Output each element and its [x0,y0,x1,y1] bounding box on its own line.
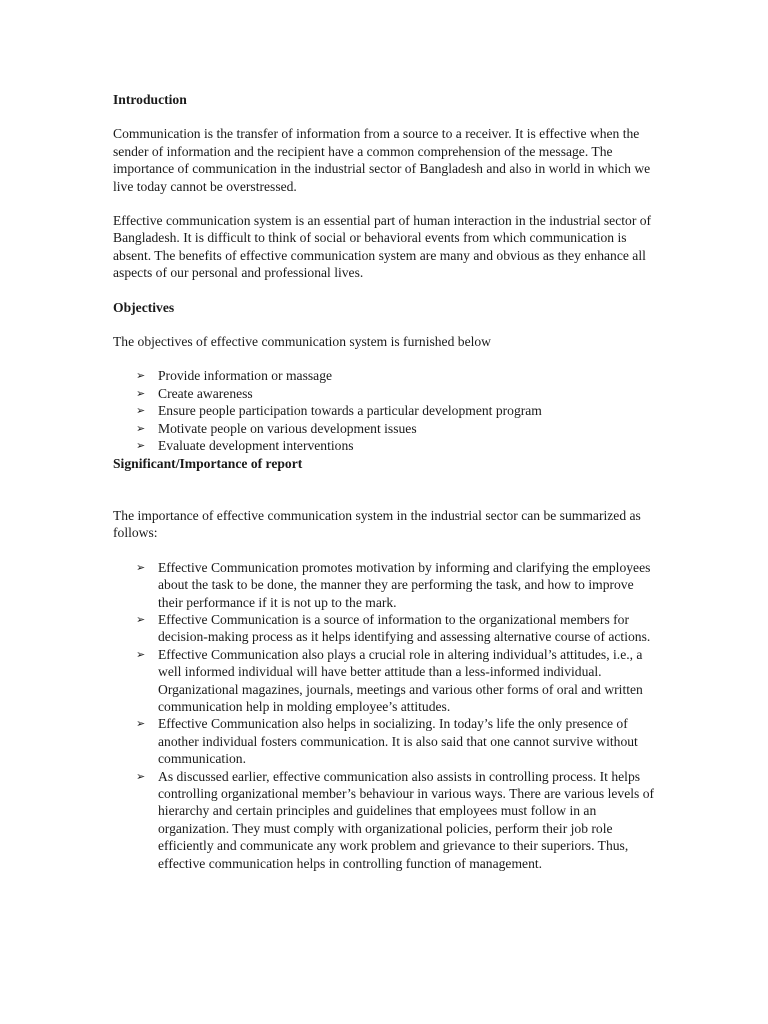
arrow-bullet-icon: ➢ [136,560,146,574]
arrow-bullet-icon: ➢ [136,647,146,661]
significance-text: Effective Communication is a source of information to the organizational members for decision-making process as it helps identifying and assessing alternative course of actions. [158,611,651,645]
list-item [113,420,658,437]
significance-heading: Significant/Importance of report [113,455,303,471]
arrow-bullet-icon: ➢ [136,769,146,783]
arrow-bullet-icon: ➢ [136,612,146,626]
significance-text: Effective Communication also helps in socializing. In today’s life the only presence of another individual fosters communication. It is also said that one cannot survive without communication. [158,716,638,767]
objectives-intro: The objectives of effective communication system is furnished below [113,334,492,350]
list-item [113,437,658,454]
list-item [113,768,658,872]
document-page [113,91,658,872]
arrow-bullet-icon: ➢ [136,404,146,418]
objective-text: Evaluate development interventions [158,438,354,454]
list-item [113,559,658,611]
significance-text: Effective Communication also plays a crucial role in altering individual’s attitudes, i.e., a well informed individual will have better attitude than a less-informed individual. Organizational magazines, journals, meetings and various other forms of oral and written communication help in molding employee’s attitudes. [158,646,643,714]
objective-text: Provide information or massage [158,368,333,384]
objective-text: Ensure people participation towards a particular development program [158,403,542,419]
list-item [113,715,658,767]
significance-intro: The importance of effective communication system in the industrial sector can be summarized as follows: [113,507,641,541]
list-item [113,646,658,716]
significance-text: Effective Communication promotes motivation by informing and clarifying the employees about the task to be done, the manner they are performing the task, and how to improve their performance if it is not up to the mark. [158,559,651,610]
list-item [113,385,658,402]
list-item [113,367,658,384]
objective-text: Create awareness [158,385,253,401]
arrow-bullet-icon: ➢ [136,386,146,400]
list-item [113,611,658,646]
arrow-bullet-icon: ➢ [136,421,146,435]
objective-text: Motivate people on various development issues [158,420,417,436]
introduction-heading: Introduction [113,92,187,107]
arrow-bullet-icon: ➢ [136,439,146,453]
significance-list [113,559,658,872]
objectives-list [113,367,658,454]
list-item [113,402,658,419]
objectives-heading: Objectives [113,299,175,315]
significance-text: As discussed earlier, effective communication also assists in controlling process. It helps controlling organizational member’s behaviour in various ways. There are various levels of hierarchy and certain principles and guidelines that employees must follow in an organization. They must comply with organizational policies, perform their job role efficiently and communicate any work problem and grievance to their superiors. Thus, effective communication helps in controlling function of management. [158,768,655,871]
arrow-bullet-icon: ➢ [136,369,146,383]
introduction-paragraph: Communication is the transfer of information from a source to a receiver. It is effective when the sender of information and the recipient have a common comprehension of the message. The importance of communication in the industrial sector of Bangladesh and also in world in which we live today cannot be overstressed. [113,126,651,194]
introduction-paragraph: Effective communication system is an essential part of human interaction in the industrial sector of Bangladesh. It is difficult to think of social or behavioral events from which communication is absent. The benefits of effective communication system are many and obvious as they enhance all aspects of our personal and professional lives. [113,213,652,281]
arrow-bullet-icon: ➢ [136,717,146,731]
